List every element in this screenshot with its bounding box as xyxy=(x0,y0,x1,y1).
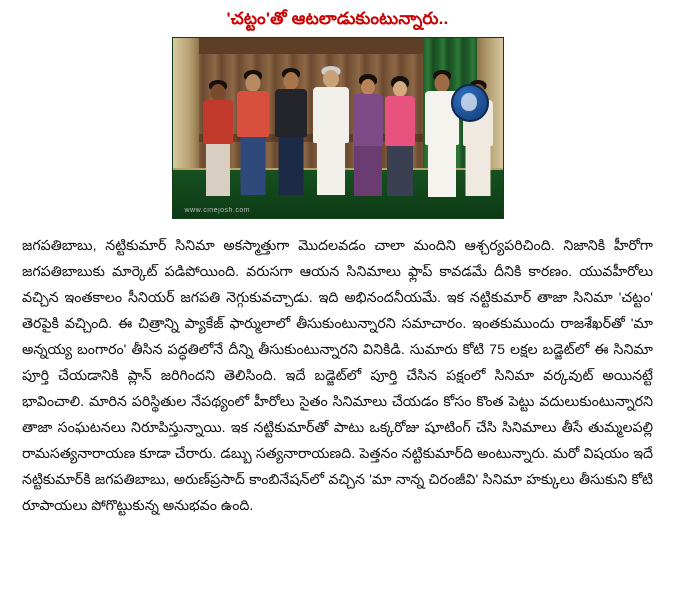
page-title: 'చట్టం'తో ఆటలాడుకుంటున్నారు.. xyxy=(226,9,449,28)
watermark-text: www.cinejosh.com xyxy=(184,207,251,214)
person-5 xyxy=(351,74,385,198)
person-4 xyxy=(311,66,351,198)
person-2 xyxy=(235,70,271,198)
person-7 xyxy=(423,70,461,198)
article-body: జగపతిబాబు, నట్టికుమార్ సినిమా అకస్మాత్తుగా మొదలవడం చాలా మందిని ఆశ్చర్యపరిచింది. నిజానికి హీరోగా జగపతిబాబుకు మార్కెట్ పడిపోయింది. వరుసగా ఆయన సినిమాలు ఫ్లాప్ కావడమే దీనికి కారణం. యువహీరోలు వచ్చిన ఇంతకాలం సీనియర్ జగపతి నెగ్గుకువచ్చాడు. ఇది అభినందనీయమే. ఇక నట్టికుమార్ తాజా సినిమా 'చట్టం' తెరపైకి వచ్చింది. ఈ చిత్రాన్ని ప్యాకేజ్ ఫార్ములాలో తీసుకుంటున్నారని సమాచారం. ఇంతకుముందు రాజశేఖర్‌తో 'మా అన్నయ్య బంగారం' తీసిన పద్ధతిలోనే దీన్ని తీసుకుంటున్నారని వినికిడి. సుమారు కోటి 75 లక్షల బడ్జెట్‌లో ఈ సినిమా పూర్తి చేయడానికి ప్లాన్ జరిగిందని తెలిసింది. ఇదే బడ్జెట్‌లో పూర్తి చేసిన పక్షంలో సినిమా వర్కవుట్ అయినట్టే భావించాలి. మారిన పరిస్థితుల నేపథ్యంలో హీరోలు సైతం సినిమాలు చేయడం కోసం కొంత పెట్టు వదులుకుంటున్నారని తాజా సంఘటనలు నిరూపిస్తున్నాయి. ఇక నట్టికుమార్‌తో పాటు ఒక్కరోజు షూటింగ్ చేసి సినిమాలు తీసే తుమ్మలపల్లి రామసత్యనారాయణ కూడా చేరారు. డబ్బు సత్యనారాయణది. పెత్తనం నట్టికుమార్‌ది అంటున్నారు. మరో విషయం ఇదే నట్టికుమార్‌కి జగపతిబాబు, అరుణ్‌ప్రసాద్ కాంబినేషన్‌లో వచ్చిన 'మా నాన్న చిరంజీవి' సినిమా హక్కులు తీసుకుని కోటి రూపాయలు పోగొట్టుకున్న అనుభవం ఉంది. xyxy=(22,238,653,514)
person-3 xyxy=(273,68,309,198)
person-6 xyxy=(383,76,417,198)
event-photo xyxy=(172,37,504,219)
channel-logo xyxy=(451,84,489,122)
left-pillar xyxy=(173,38,199,170)
person-1 xyxy=(201,80,235,198)
